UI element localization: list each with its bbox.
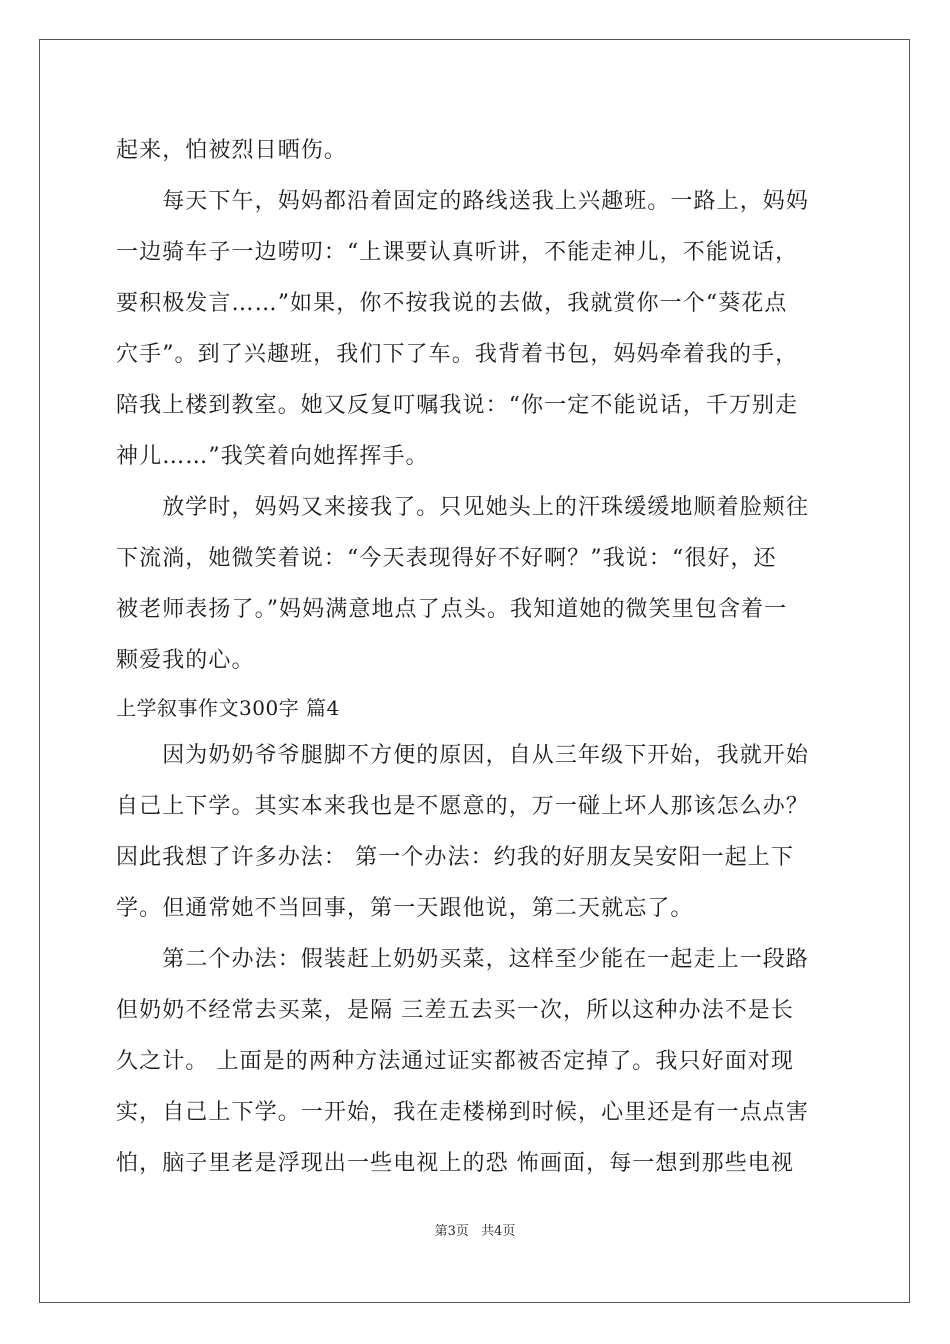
page-footer <box>0 1220 950 1239</box>
text-line: 但奶奶不经常去买菜，是隔 三差五去买一次，所以这种办法不是长 <box>116 998 794 1023</box>
text-line: 穴手”。到了兴趣班，我们下了车。我背着书包，妈妈牵着我的手， <box>116 342 799 367</box>
page-number: 第3页 <box>434 1224 469 1239</box>
text-line: 实，自己上下学。一开始，我在走楼梯到时候，心里还是有一点点害 <box>116 1100 810 1125</box>
text-line: 因为奶奶爷爷腿脚不方便的原因，自从三年级下开始，我就开始 <box>116 743 810 768</box>
section-heading: 上学叙事作文300字 篇4 <box>116 696 340 720</box>
text-line: 第二个办法：假装赶上奶奶买菜，这样至少能在一起走上一段路 <box>116 947 810 972</box>
text-line: 自己上下学。其实本来我也是不愿意的，万一碰上坏人那该怎么办？ <box>116 794 810 819</box>
text-line: 久之计。 上面是的两种方法通过证实都被否定掉了。我只好面对现 <box>116 1049 794 1074</box>
text-line: 学。但通常她不当回事，第一天跟他说，第二天就忘了。 <box>116 896 694 921</box>
text-line: 每天下午，妈妈都沿着固定的路线送我上兴趣班。一路上，妈妈 <box>116 189 810 214</box>
text-line: 要积极发言……”如果，你不按我说的去做，我就赏你一个“葵花点 <box>116 291 788 316</box>
text-line: 被老师表扬了。”妈妈满意地点了点头。我知道她的微笑里包含着一 <box>116 597 788 622</box>
page-total: 共4页 <box>481 1224 516 1239</box>
document-body <box>116 125 836 1189</box>
text-line: 放学时，妈妈又来接我了。只见她头上的汗珠缓缓地顺着脸颊往 <box>116 495 810 520</box>
text-line: 起来，怕被烈日晒伤。 <box>116 138 348 163</box>
text-line: 神儿……”我笑着向她挥挥手。 <box>116 444 429 469</box>
text-line: 下流淌，她微笑着说：“今天表现得好不好啊？”我说：“很好，还 <box>116 546 777 571</box>
text-line: 一边骑车子一边唠叨：“上课要认真听讲，不能走神儿，不能说话， <box>116 240 799 265</box>
text-line: 颗爱我的心。 <box>116 648 255 673</box>
text-line: 陪我上楼到教室。她又反复叮嘱我说：“你一定不能说话，千万别走 <box>116 393 799 418</box>
text-line: 怕，脑子里老是浮现出一些电视上的恐 怖画面，每一想到那些电视 <box>116 1151 794 1176</box>
text-line: 因此我想了许多办法： 第一个办法：约我的好朋友吴安阳一起上下 <box>116 845 794 870</box>
